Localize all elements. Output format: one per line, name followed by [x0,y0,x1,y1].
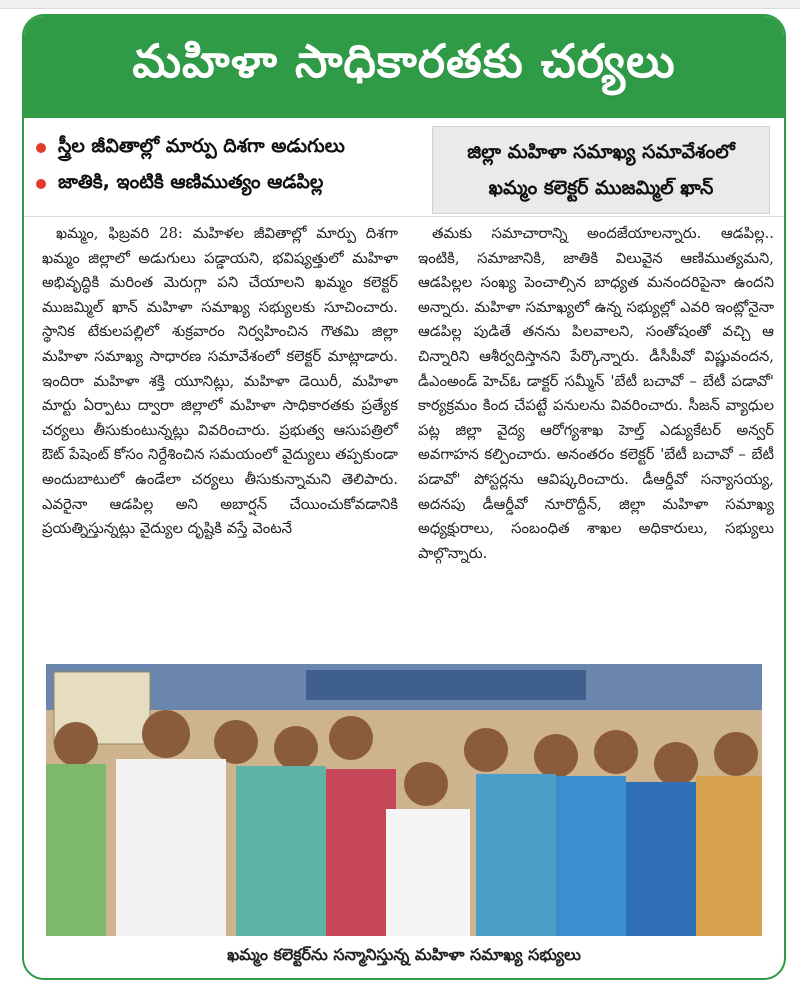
bullet-item [36,166,436,202]
article-column-2 [418,222,774,664]
article-paragraph: ఖమ్మం, ఫిబ్రవరి 28: మహిళల జీవితాల్లో మార్పు దిశగా ఖమ్మం జిల్లాలో అడుగులు పడ్డాయని, భవిష్యత్తులో మహిళా అభివృద్ధికి మరింత మెరుగ్గా పని చేయాలని ఖమ్మం కలెక్టర్ ముజమ్మిల్ ఖాన్ మహిళా సమాఖ్య సభ్యులకు సూచించారు. స్థానిక టేకులపల్లిలో శుక్రవారం నిర్వహించిన గౌతమి జిల్లా మహిళా సమాఖ్య సాధారణ సమావేశంలో కలెక్టర్ మాట్లాడారు. ఇందిరా మహిళా శక్తి యూనిట్లు, మహిళా డెయిరీ, మహిళా మార్టు ఏర్పాటు ద్వారా జిల్లాలో మహిళా సాధికారతకు ప్రత్యేక చర్యలు తీసుకుంటున్నట్లు వివరించారు. ప్రభుత్వ ఆసుపత్రిలో ఔట్ పేషెంట్ కోసం నిర్దేశించిన సమయంలో వైద్యులు తప్పకుండా అందుబాటులో ఉండేలా చర్యలు తీసుకున్నామని తెలిపారు. ఎవరైనా ఆడపిల్ల అని అబార్షన్ చేయించుకోవడానికి ప్రయత్నిస్తున్నట్లు వైద్యుల దృష్టికి వస్తే వెంటనే [42,225,398,538]
article-photo [46,664,762,936]
bullet-dot-icon [36,143,46,153]
article-frame [22,14,786,980]
bullet-text: స్త్రీల జీవితాల్లో మార్పు దిశగా అడుగులు [58,134,345,157]
bullet-text: జాతికి, ఇంటికి ఆణిముత్యం ఆడపిల్ల [58,170,324,193]
bullet-item [36,130,436,166]
subheading-area [24,120,784,216]
photo-illustration [46,664,762,936]
bullet-list [36,130,436,202]
info-box-line-2: ఖమ్మం కలెక్టర్ ముజమ్మిల్ ఖాన్ [488,177,714,199]
article-paragraph: తమకు సమాచారాన్ని అందజేయాలన్నారు. ఆడపిల్ల.. ఇంటికి, సమాజానికి, జాతికి విలువైన ఆణిముత్యమని, ఆడపిల్లల సంఖ్య పెంచాల్సిన బాధ్యత మనందరిపైనా ఉందని అన్నారు. మహిళా సమాఖ్యలో ఉన్న సభ్యుల్లో ఎవరి ఇంట్లోనైనా ఆడపిల్ల పుడితే తనను పిలవాలని, సంతోషంతో వచ్చి ఆ చిన్నారిని ఆశీర్వదిస్తానని పేర్కొన్నారు. డీసీపీవో విష్ణువందన, డీఎంఅండ్ హెచ్ఓ డాక్టర్ సమ్మీన్ 'బేటీ బచావో – బేటీ పడావో' కార్యక్రమం కింద చేపట్టే పనులను వివరించారు. సీజన్ వ్యాధుల పట్ల జిల్లా వైద్య ఆరోగ్యశాఖ హెల్త్ ఎడ్యుకేటర్ అన్వర్ అవగాహన కల్పించారు. అనంతరం కలెక్టర్ 'బేటీ బచావో – బేటీ పడావో' పోస్టర్లను ఆవిష్కరించారు. డీఆర్డీవో సన్యాసయ్య, అదనపు డీఆర్డీవో నూరొద్దీన్, జిల్లా మహిళా సమాఖ్య అధ్యక్షురాలు, సంబంధిత శాఖల అధికారులు, సభ్యులు పాల్గొన్నారు. [418,225,774,562]
photo-caption [24,938,784,974]
article-column-1 [42,222,398,664]
caption-text: ఖమ్మం కలెక్టర్‌ను సన్మానిస్తున్న మహిళా సమాఖ్య సభ్యులు [227,944,581,964]
bullet-dot-icon [36,179,46,189]
info-box [432,126,770,214]
info-box-line-1: జిల్లా మహిళా సమాఖ్య సమావేశంలో [467,141,735,163]
section-divider [24,216,784,217]
article-body [42,222,774,664]
headline-banner [24,16,784,118]
headline: మహిళా సాధికారతకు చర్యలు [132,34,676,88]
page-top-strip [0,0,800,9]
